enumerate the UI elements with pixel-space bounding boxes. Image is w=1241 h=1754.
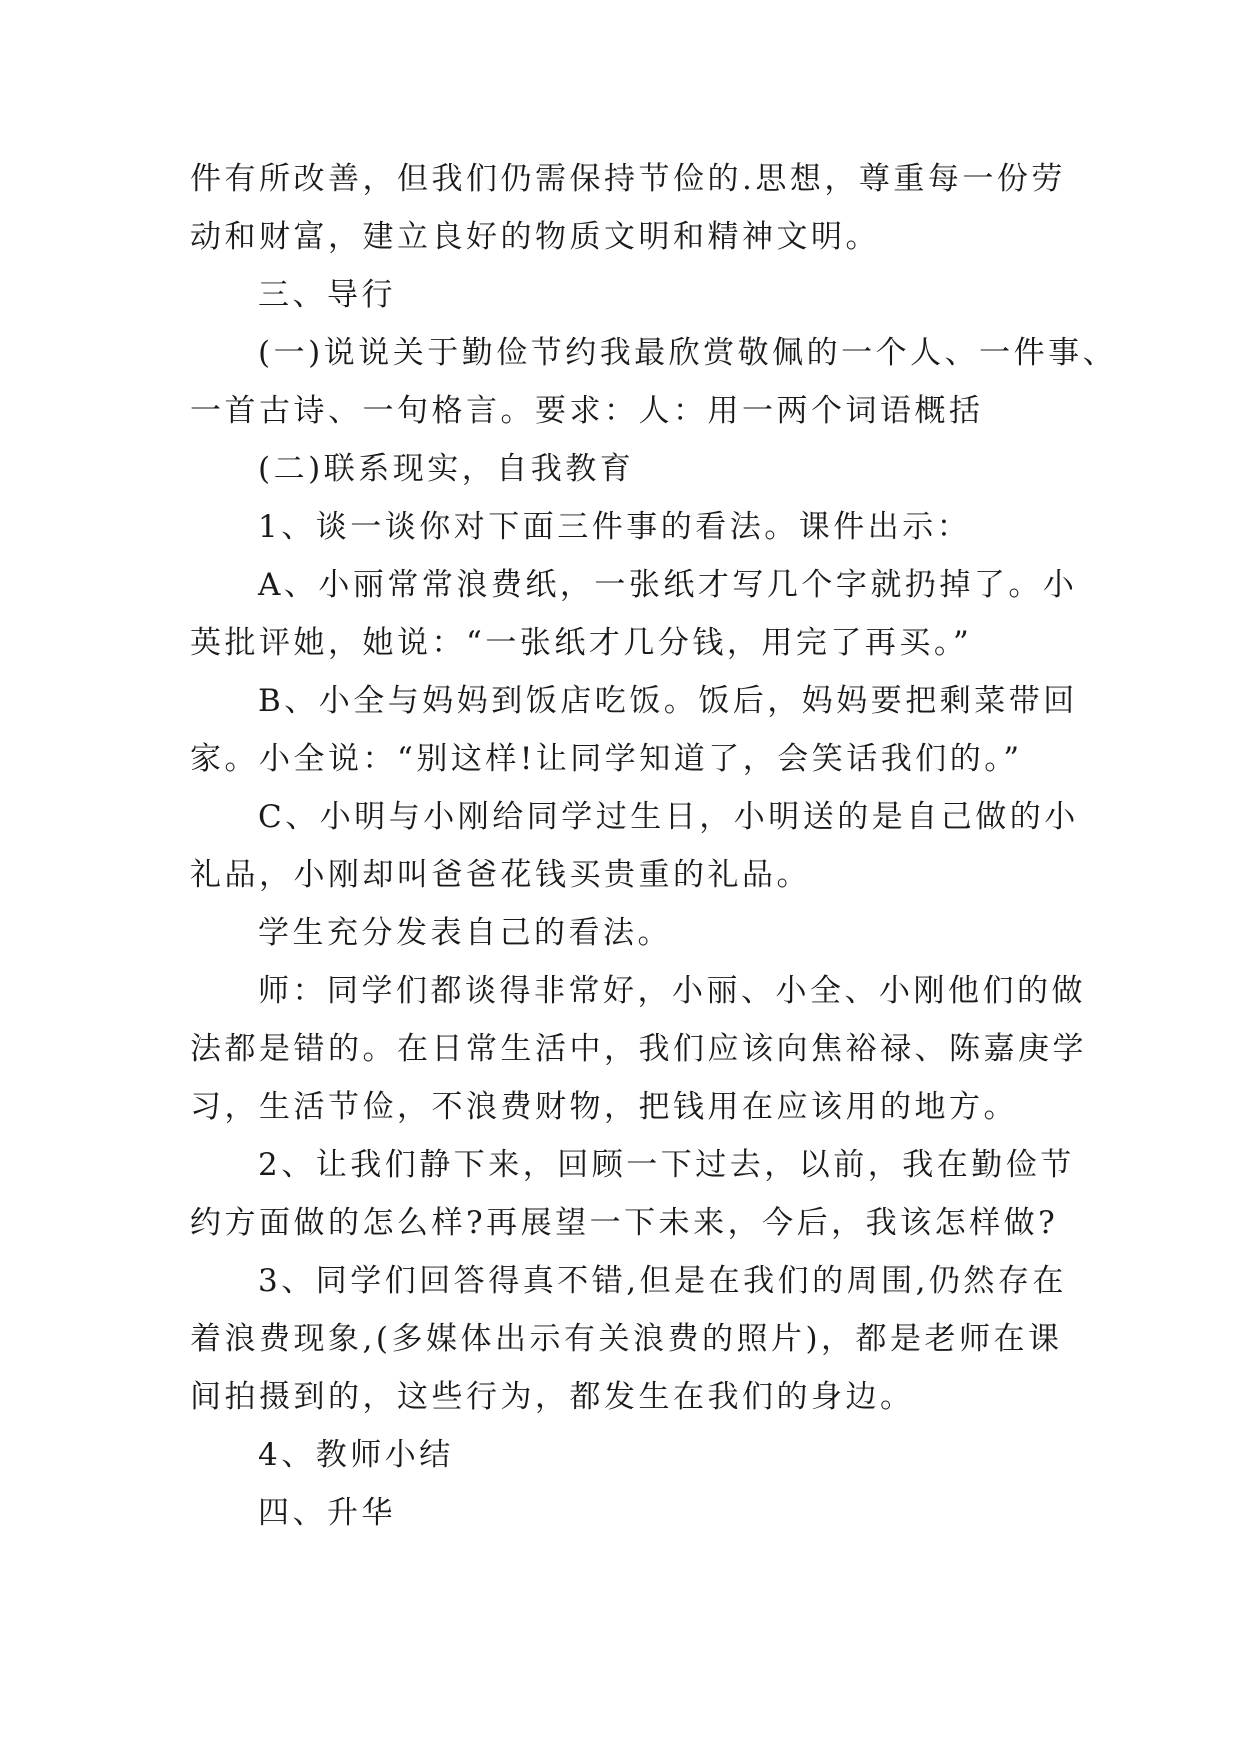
text-line: 间拍摄到的，这些行为，都发生在我们的身边。 xyxy=(190,1379,915,1415)
document-body xyxy=(190,150,1118,1542)
subsection-heading: (二)联系现实，自我教育 xyxy=(258,451,635,487)
section-heading-daoxing: 三、导行 xyxy=(258,277,396,313)
text-line: 动和财富，建立良好的物质文明和精神文明。 xyxy=(190,219,880,255)
text-line: 法都是错的。在日常生活中，我们应该向焦裕禄、陈嘉庚学 xyxy=(190,1031,1087,1067)
text-line: 2、让我们静下来，回顾一下过去，以前，我在勤俭节 xyxy=(258,1147,1075,1183)
text-line: 英批评她，她说：“一张纸才几分钱，用完了再买。” xyxy=(190,625,973,661)
text-line: 学生充分发表自己的看法。 xyxy=(258,915,672,951)
text-line: A、小丽常常浪费纸，一张纸才写几个字就扔掉了。小 xyxy=(258,567,1078,603)
text-line: 着浪费现象,(多媒体出示有关浪费的照片)，都是老师在课 xyxy=(190,1321,1063,1357)
text-line: 3、同学们回答得真不错,但是在我们的周围,仍然存在 xyxy=(258,1263,1067,1299)
section-heading-shenghua: 四、升华 xyxy=(258,1495,396,1531)
text-line: 一首古诗、一句格言。要求：人：用一两个词语概括 xyxy=(190,393,984,429)
text-line: 1、谈一谈你对下面三件事的看法。课件出示： xyxy=(258,509,972,545)
text-line: B、小全与妈妈到饭店吃饭。饭后，妈妈要把剩菜带回 xyxy=(258,683,1078,719)
text-line: 师：同学们都谈得非常好，小丽、小全、小刚他们的做 xyxy=(258,973,1086,1009)
text-line: 习，生活节俭，不浪费财物，把钱用在应该用的地方。 xyxy=(190,1089,1018,1125)
text-line: 约方面做的怎么样?再展望一下未来，今后，我该怎样做? xyxy=(190,1205,1059,1241)
text-line: (一)说说关于勤俭节约我最欣赏敬佩的一个人、一件事、 xyxy=(258,335,1118,371)
text-line: 4、教师小结 xyxy=(258,1437,454,1473)
text-line: 件有所改善，但我们仍需保持节俭的.思想，尊重每一份劳 xyxy=(190,161,1066,197)
text-line: 礼品，小刚却叫爸爸花钱买贵重的礼品。 xyxy=(190,857,811,893)
text-line: C、小明与小刚给同学过生日，小明送的是自己做的小 xyxy=(258,799,1079,835)
text-line: 家。小全说：“别这样!让同学知道了，会笑话我们的。” xyxy=(190,741,1023,777)
